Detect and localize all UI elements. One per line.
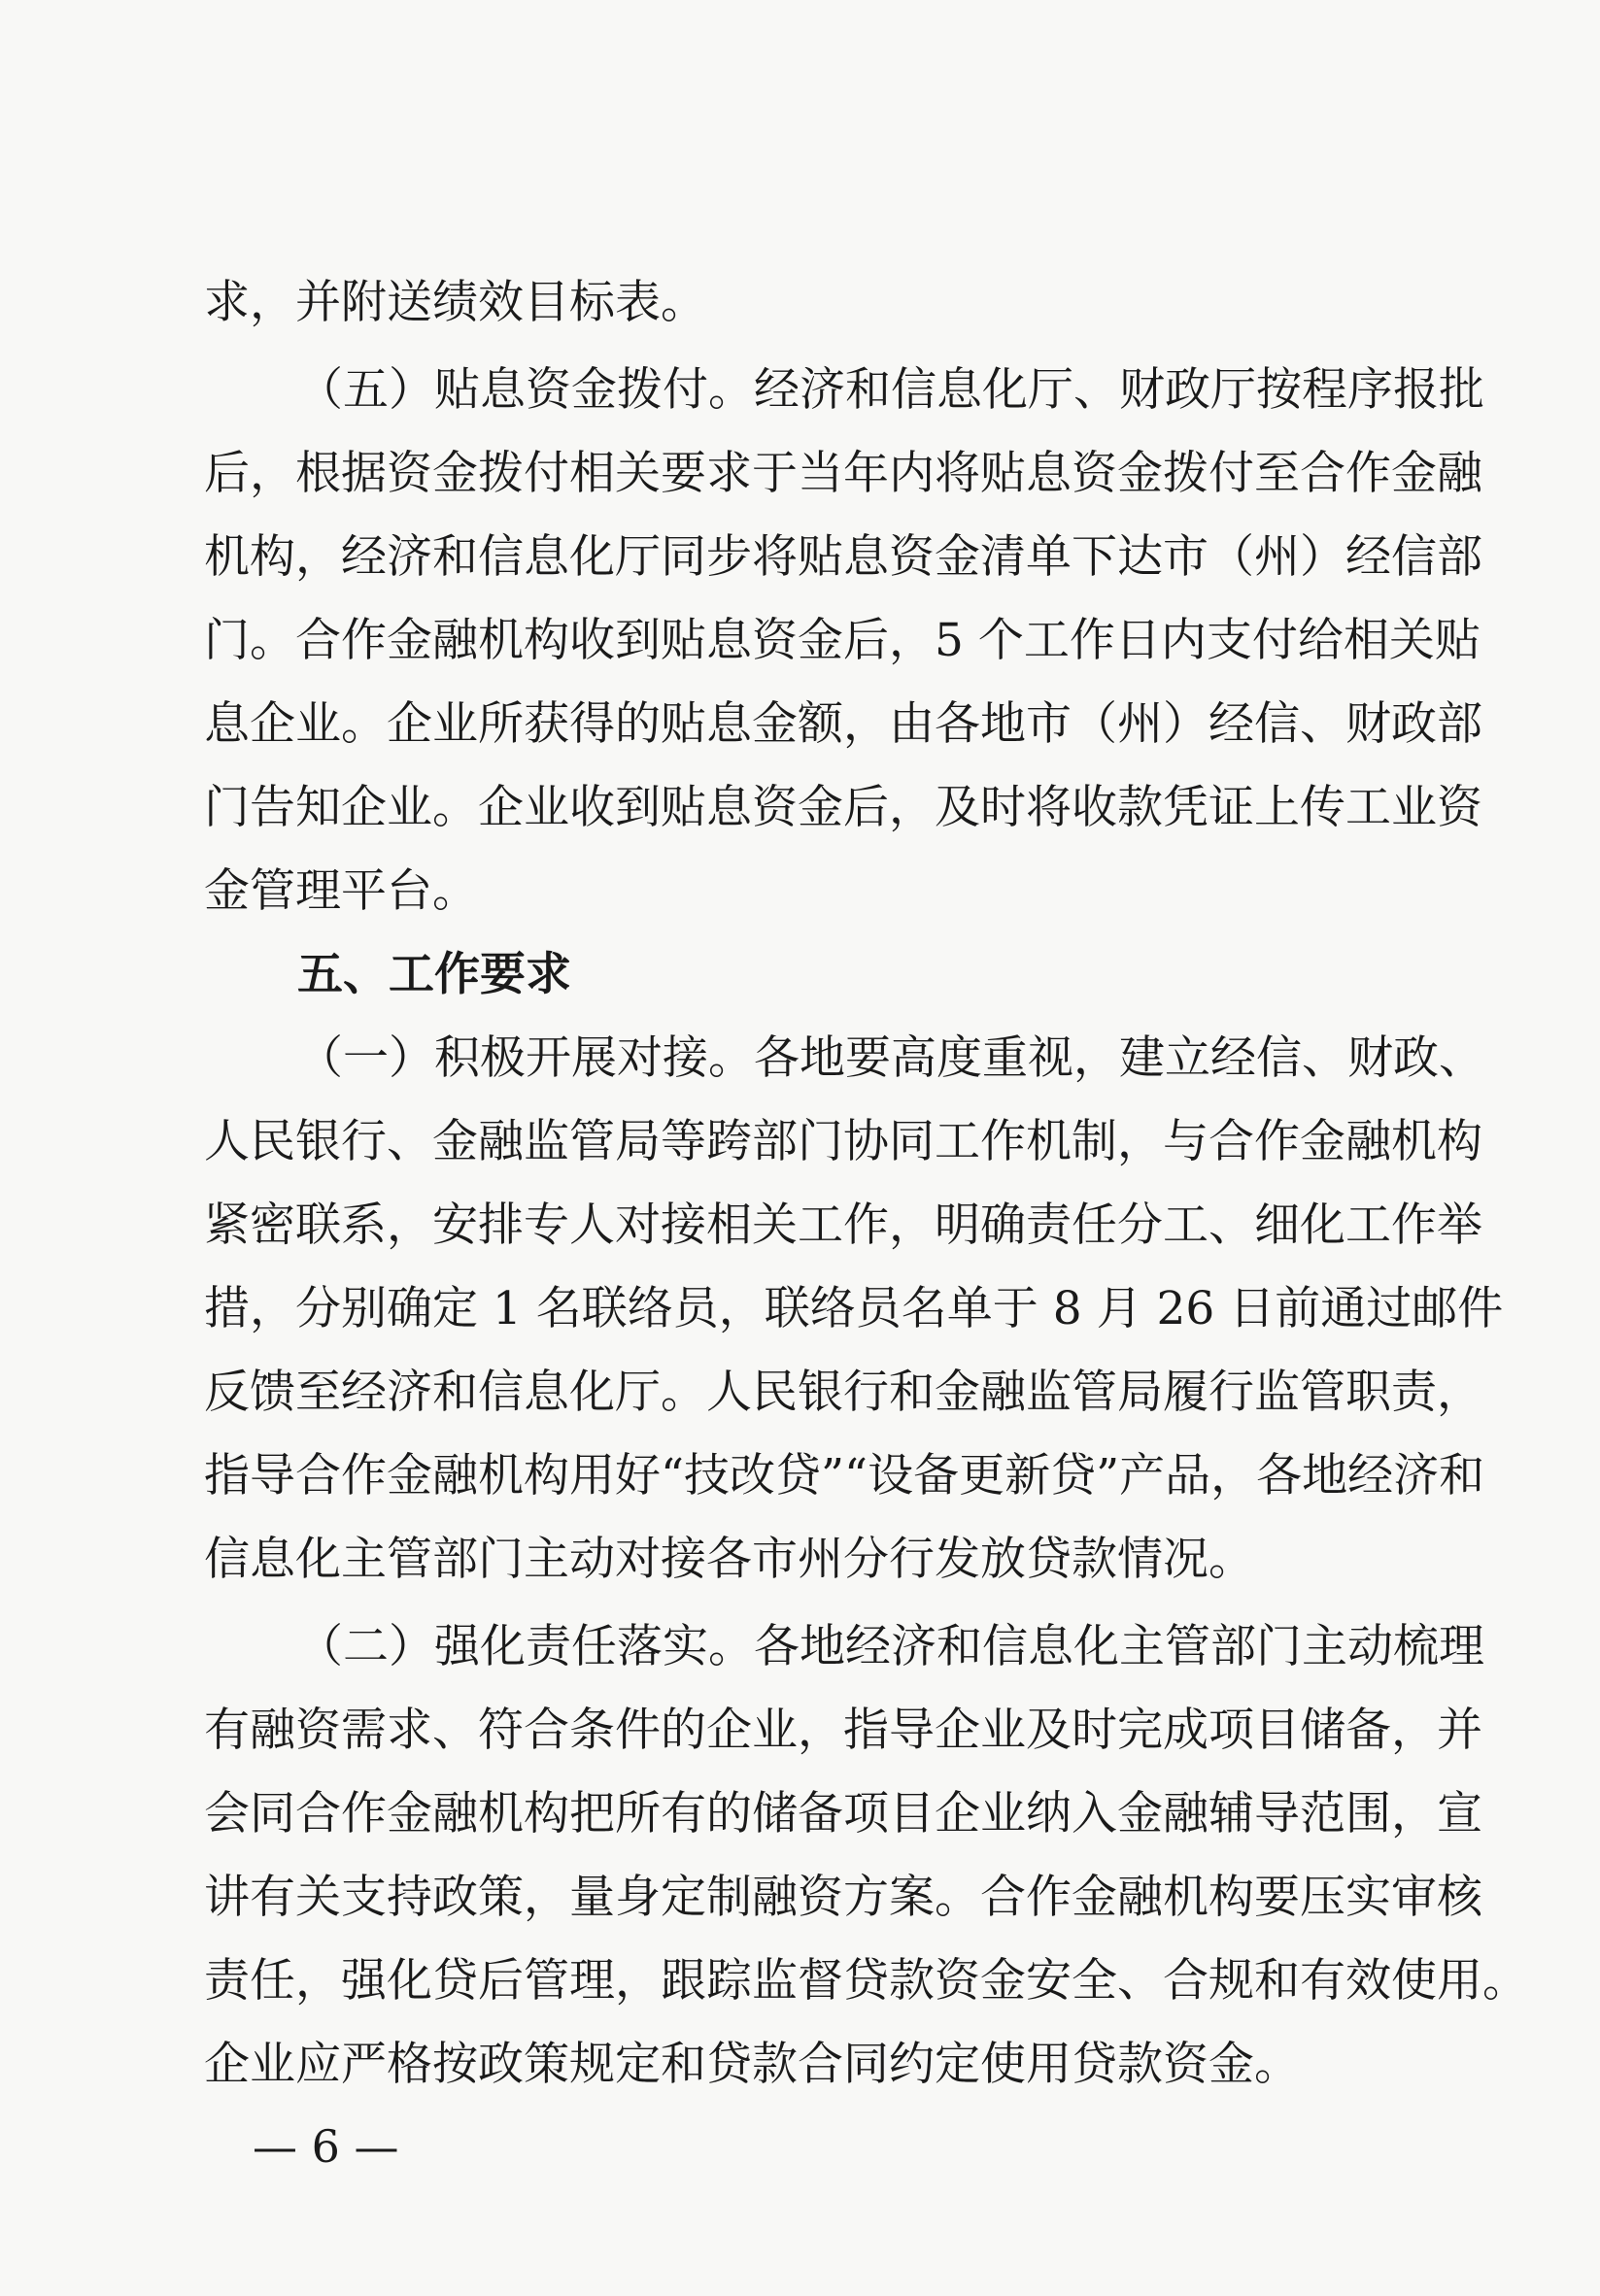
text-line: 求，并附送绩效目标表。 [204, 276, 706, 329]
text-line: 息企业。企业所获得的贴息金额，由各地市（州）经信、财政部 [204, 697, 1482, 751]
text-line: 金管理平台。 [204, 864, 478, 918]
text-line: 有融资需求、符合条件的企业，指导企业及时完成项目储备，并 [204, 1704, 1482, 1757]
text-line: （五）贴息资金拨付。经济和信息化厅、财政厅按程序报批 [297, 363, 1484, 417]
text-line: （二）强化责任落实。各地经济和信息化主管部门主动梳理 [297, 1620, 1484, 1673]
text-line: 信息化主管部门主动对接各市州分行发放贷款情况。 [204, 1533, 1254, 1586]
section-heading: 五、工作要求 [297, 948, 571, 1001]
text-line: （一）积极开展对接。各地要高度重视，建立经信、财政、 [297, 1031, 1484, 1085]
text-line: 紧密联系，安排专人对接相关工作，明确责任分工、细化工作举 [204, 1199, 1482, 1252]
text-line: 会同合作金融机构把所有的储备项目企业纳入金融辅导范围，宣 [204, 1787, 1482, 1840]
text-line: 门。合作金融机构收到贴息资金后，5 个工作日内支付给相关贴 [204, 614, 1481, 667]
text-line: 责任，强化贷后管理，跟踪监督贷款资金安全、合规和有效使用。 [204, 1954, 1528, 2008]
text-line: 后，根据资金拨付相关要求于当年内将贴息资金拨付至合作金融 [204, 447, 1482, 500]
text-line: 人民银行、金融监管局等跨部门协同工作机制，与合作金融机构 [204, 1115, 1482, 1168]
text-line: 讲有关支持政策，量身定制融资方案。合作金融机构要压实审核 [204, 1871, 1482, 1924]
text-line: 指导合作金融机构用好“技改贷”“设备更新贷”产品，各地经济和 [204, 1449, 1485, 1503]
text-line: 机构，经济和信息化厅同步将贴息资金清单下达市（州）经信部 [204, 530, 1482, 584]
text-line: 反馈至经济和信息化厅。人民银行和金融监管局履行监管职责， [204, 1366, 1482, 1419]
text-line: 企业应严格按政策规定和贷款合同约定使用贷款资金。 [204, 2038, 1300, 2091]
text-line: 措，分别确定 1 名联络员，联络员名单于 8 月 26 日前通过邮件 [204, 1282, 1504, 1335]
page-number: — 6 — [253, 2120, 399, 2173]
text-line: 门告知企业。企业收到贴息资金后，及时将收款凭证上传工业资 [204, 781, 1482, 834]
